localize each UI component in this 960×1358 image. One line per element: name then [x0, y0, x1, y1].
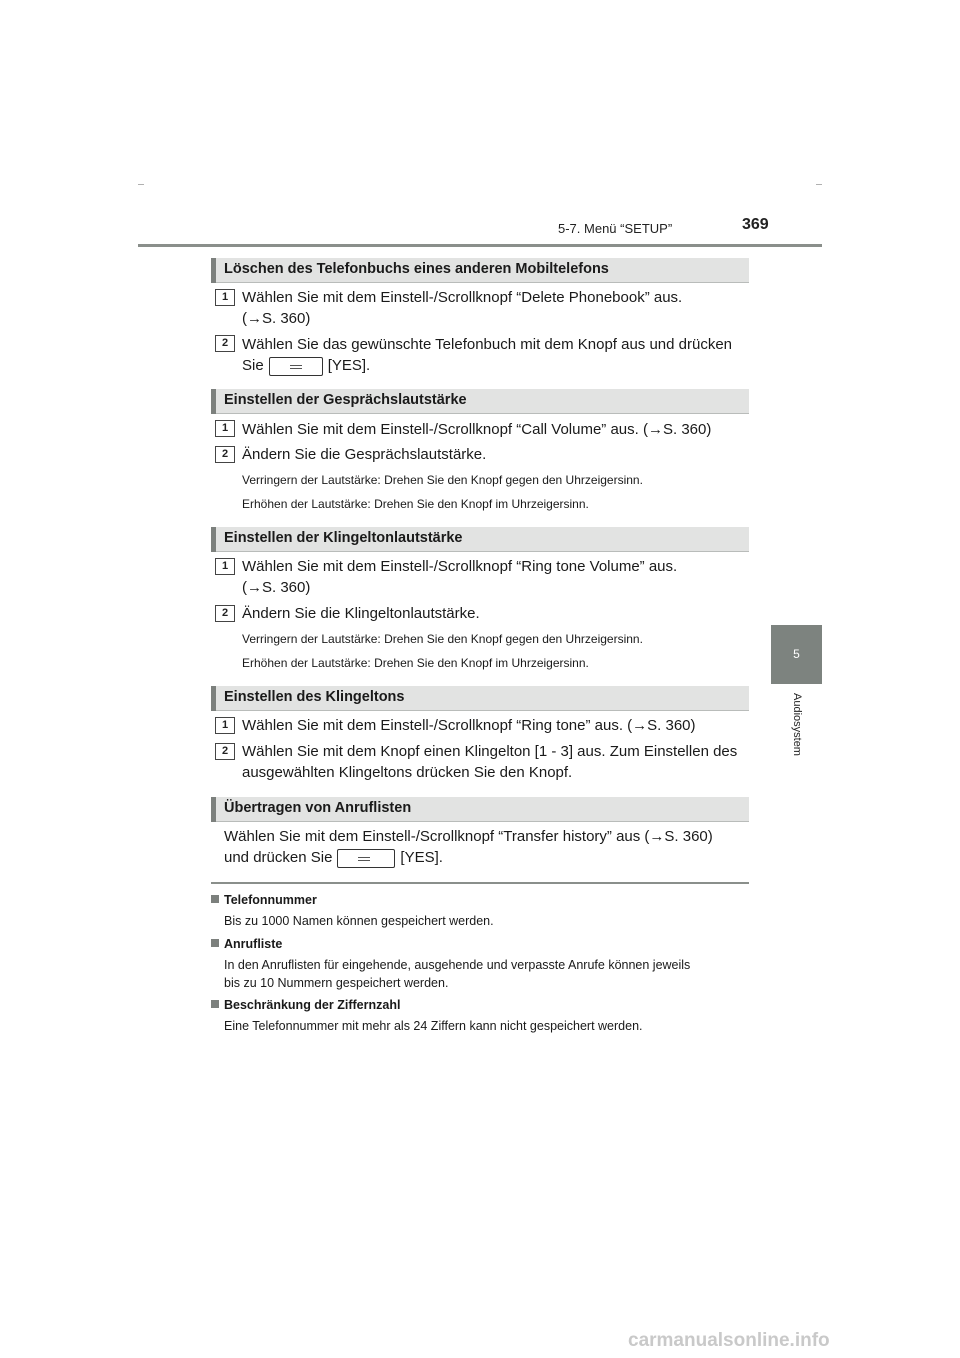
- chapter-tab-label: Audiosystem: [791, 693, 803, 756]
- step-text: Wählen Sie das gewünschte Telefonbuch mit dem Knopf aus und drücken: [242, 336, 733, 353]
- square-bullet-icon: [211, 939, 219, 947]
- square-bullet-icon: [211, 1000, 219, 1008]
- step-number: 1: [215, 420, 235, 437]
- chapter-tab: 5: [771, 625, 822, 684]
- step-text: (→S. 360): [242, 579, 311, 596]
- step-number: 2: [215, 605, 235, 622]
- info-heading: Beschränkung der Ziffernzahl: [211, 998, 400, 1012]
- step-note: Verringern der Lautstärke: Drehen Sie den Knopf gegen den Uhrzeigersinn.: [242, 632, 643, 646]
- step-note: Verringern der Lautstärke: Drehen Sie den Knopf gegen den Uhrzeigersinn.: [242, 473, 643, 487]
- step-note: Erhöhen der Lautstärke: Drehen Sie den Knopf im Uhrzeigersinn.: [242, 656, 589, 670]
- section-text: und drücken Sie [YES].: [224, 849, 443, 866]
- info-heading: Anrufliste: [211, 937, 282, 951]
- step-number: 2: [215, 335, 235, 352]
- info-text: In den Anruflisten für eingehende, ausgehende und verpasste Anrufe können jeweils: [224, 958, 691, 972]
- section-heading: Einstellen der Klingeltonlautstärke: [211, 527, 749, 552]
- step-text: Sie [YES].: [242, 357, 371, 374]
- step-number: 1: [215, 558, 235, 575]
- info-text: bis zu 10 Nummern gespeichert werden.: [224, 976, 449, 990]
- step-note: Erhöhen der Lautstärke: Drehen Sie den Knopf im Uhrzeigersinn.: [242, 497, 589, 511]
- step-text: Wählen Sie mit dem Einstell-/Scrollknopf “Delete Phonebook” aus.: [242, 289, 683, 306]
- step-text: (→S. 360): [242, 310, 311, 327]
- step-text: Ändern Sie die Gesprächslautstärke.: [242, 446, 487, 463]
- step-number: 2: [215, 743, 235, 760]
- section-heading: Einstellen der Gesprächslautstärke: [211, 389, 749, 414]
- step-text: Ändern Sie die Klingeltonlautstärke.: [242, 605, 480, 622]
- page-number: 369: [742, 216, 769, 233]
- watermark: carmanualsonline.info: [628, 1330, 830, 1351]
- section-heading: Einstellen des Klingeltons: [211, 686, 749, 711]
- step-number: 1: [215, 717, 235, 734]
- step-text: Wählen Sie mit dem Einstell-/Scrollknopf “Ring tone Volume” aus.: [242, 558, 678, 575]
- square-bullet-icon: [211, 895, 219, 903]
- section-heading: Löschen des Telefonbuchs eines anderen Mobiltelefons: [211, 258, 749, 283]
- step-text: Wählen Sie mit dem Knopf einen Klingelton [1 - 3] aus. Zum Einstellen des: [242, 743, 738, 760]
- info-divider: [211, 882, 749, 884]
- step-text: ausgewählten Klingeltons drücken Sie den Knopf.: [242, 764, 573, 781]
- section-text: Wählen Sie mit dem Einstell-/Scrollknopf “Transfer history” aus (→S. 360): [224, 828, 713, 845]
- step-text: Wählen Sie mit dem Einstell-/Scrollknopf “Ring tone” aus. (→S. 360): [242, 717, 696, 734]
- step-number: 2: [215, 446, 235, 463]
- info-text: Bis zu 1000 Namen können gespeichert werden.: [224, 914, 494, 928]
- step-text: Wählen Sie mit dem Einstell-/Scrollknopf “Call Volume” aus. (→S. 360): [242, 421, 712, 438]
- info-heading: Telefonnummer: [211, 893, 317, 907]
- chapter-heading: 5-7. Menü “SETUP”: [558, 221, 673, 236]
- step-number: 1: [215, 289, 235, 306]
- section-heading: Übertragen von Anruflisten: [211, 797, 749, 822]
- enter-button-icon: [337, 849, 395, 868]
- info-text: Eine Telefonnummer mit mehr als 24 Ziffern kann nicht gespeichert werden.: [224, 1019, 643, 1033]
- crop-mark-left: [138, 184, 144, 185]
- enter-button-icon: [269, 357, 323, 376]
- header-rule: [138, 244, 822, 247]
- crop-mark-right: [816, 184, 822, 185]
